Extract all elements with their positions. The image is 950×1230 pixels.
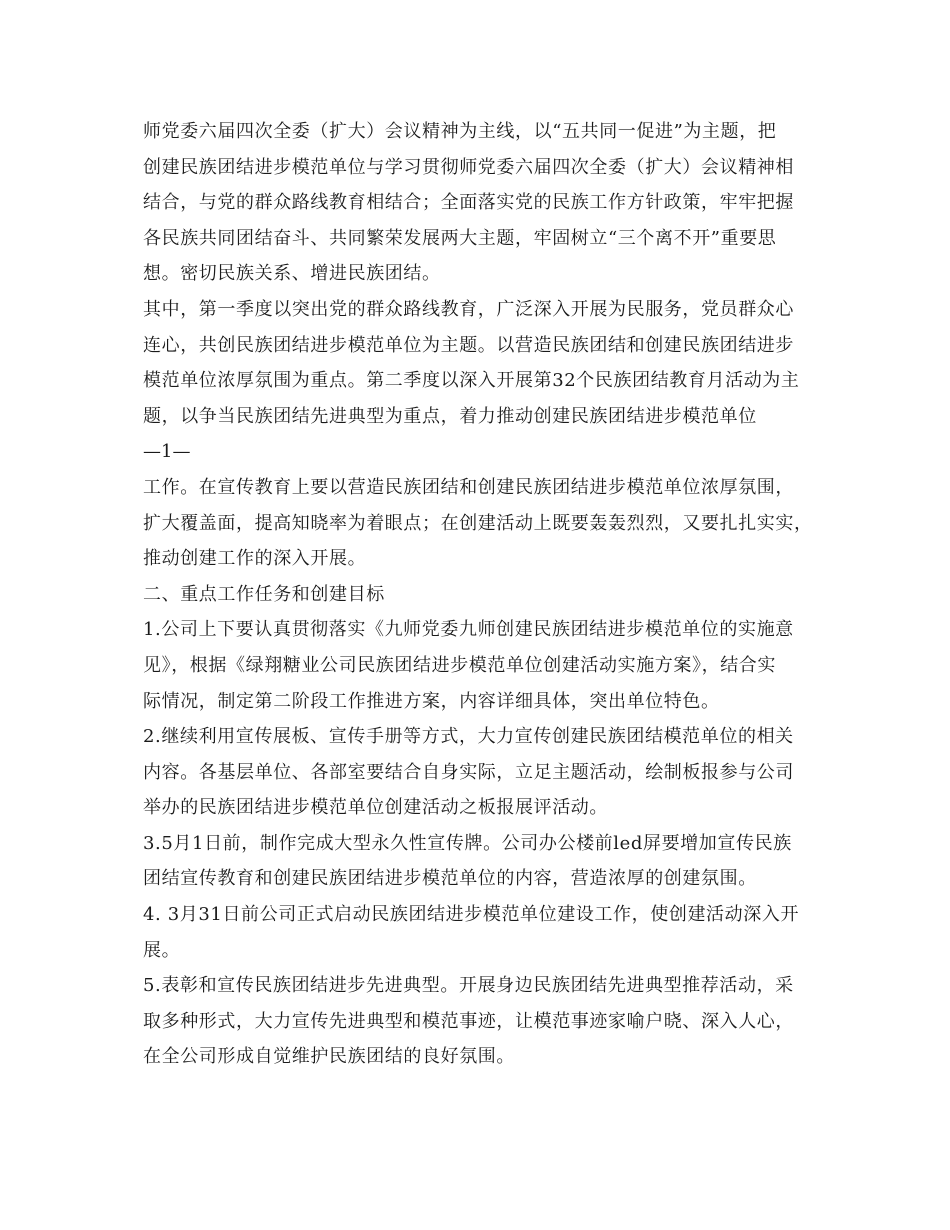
text-line: 举办的民族团结进步模范单位创建活动之板报展评活动。 [143,797,608,819]
text-line: 在全公司形成自觉维护民族团结的良好氛围。 [143,1046,515,1068]
text-line: 各民族共同团结奋斗、共同繁荣发展两大主题，牢固树立“三个离不开”重要思 [143,227,777,249]
text-line: 团结宣传教育和创建民族团结进步模范单位的内容，营造浓厚的创建氛围。 [143,868,757,890]
text-line: 想。密切民族关系、增进民族团结。 [143,263,441,285]
page-number: —1— [143,441,191,463]
text-line: 1.公司上下要认真贯彻落实《九师党委九师创建民族团结进步模范单位的实施意 [143,619,794,641]
text-line: 推动创建工作的深入开展。 [143,548,367,570]
text-line: 见》，根据《绿翔糖业公司民族团结进步模范单位创建活动实施方案》，结合实 [143,654,776,676]
text-line: 4. 3月31日前公司正式启动民族团结进步模范单位建设工作，使创建活动深入开 [143,904,800,926]
text-line: 3.5月1日前，制作完成大型永久性宣传牌。公司办公楼前led屏要增加宣传民族 [143,832,792,854]
text-line: 题，以争当民族团结先进典型为重点，着力推动创建民族团结进步模范单位 [143,405,757,427]
text-line: 际情况，制定第二阶段工作推进方案，内容详细具体，突出单位特色。 [143,690,720,712]
text-line: 内容。各基层单位、各部室要结合自身实际，立足主题活动，绘制板报参与公司 [143,761,794,783]
text-line: 展。 [143,939,181,961]
text-line: 取多种形式，大力宣传先进典型和模范事迹，让模范事迹家喻户晓、深入人心， [143,1010,794,1032]
text-line: 扩大覆盖面，提高知晓率为着眼点；在创建活动上既要轰轰烈烈，又要扎扎实实， [143,512,813,534]
section-heading: 二、重点工作任务和创建目标 [143,583,385,605]
text-line: 2.继续利用宣传展板、宣传手册等方式，大力宣传创建民族团结模范单位的相关 [143,726,794,748]
document-body [143,114,813,1075]
text-line: 连心，共创民族团结进步模范单位为主题。以营造民族团结和创建民族团结进步 [143,334,794,356]
text-line: 结合，与党的群众路线教育相结合；全面落实党的民族工作方针政策，牢牢把握 [143,192,794,214]
text-line: 工作。在宣传教育上要以营造民族团结和创建民族团结进步模范单位浓厚氛围， [143,476,794,498]
text-line: 创建民族团结进步模范单位与学习贯彻师党委六届四次全委（扩大）会议精神相 [143,156,794,178]
text-line: 5.表彰和宣传民族团结进步先进典型。开展身边民族团结先进典型推荐活动，采 [143,975,794,997]
text-line: 其中，第一季度以突出党的群众路线教育，广泛深入开展为民服务，党员群众心 [143,298,794,320]
text-line: 师党委六届四次全委（扩大）会议精神为主线，以“五共同一促进”为主题，把 [143,121,777,142]
text-line: 模范单位浓厚氛围为重点。第二季度以深入开展第32个民族团结教育月活动为主 [143,370,800,392]
